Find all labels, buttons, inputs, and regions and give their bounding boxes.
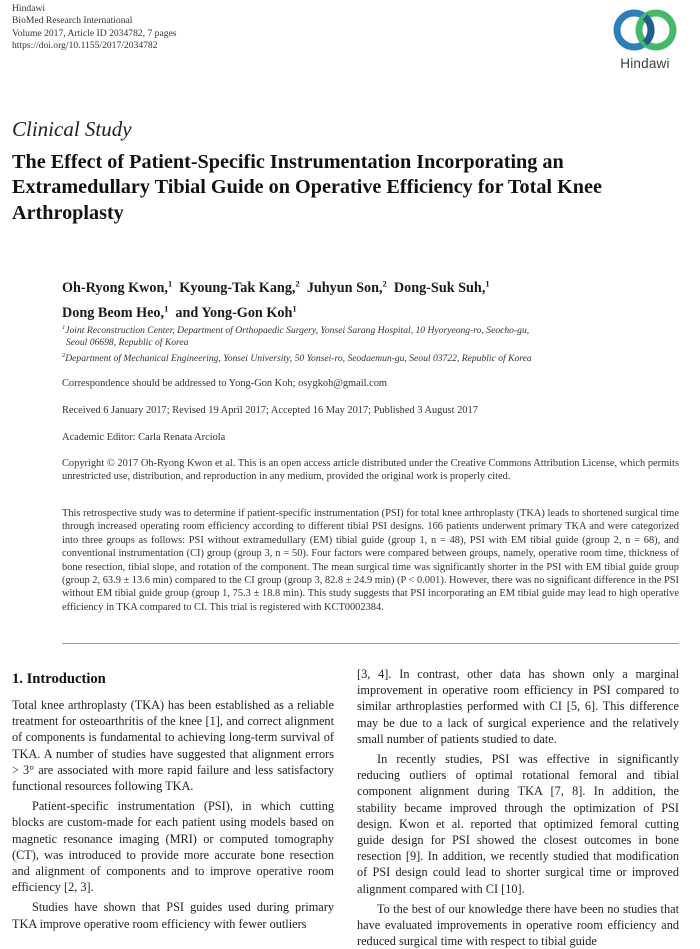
- body-column-left: [12, 697, 334, 932]
- paragraph: In recently studies, PSI was effective in significantly reducing outliers of optimal rotational femoral and tibial component alignment during TKA [7, 8]. In addition, the stability became improved through the optimization of PSI design. Kwon et al. reported that optimized femoral cutting guide design for PSI showed the closest outcomes in bone resection [9]. In addition, we recently studied that modification of PSI design could lead to shorter surgical time or improved alignment compared with CI [10].: [357, 752, 679, 896]
- author[interactable]: and Yong-Gon Koh$^1$: [175, 303, 297, 322]
- affiliation-1: $^1$Joint Reconstruction Center, Department of Orthopaedic Surgery, Yonsei Sarang Hospital, 10 Hyoryeong-ro, Seocho-gu,: [62, 324, 530, 337]
- logo-wordmark: Hindawi: [620, 56, 670, 71]
- correspondence: Correspondence should be addressed to Yong-Gon Koh; osygkoh@gmail.com: [62, 378, 388, 389]
- section-heading: 1. Introduction: [12, 671, 106, 687]
- author[interactable]: Dong Beom Heo,$^1$: [62, 303, 169, 322]
- doi-link[interactable]: https://doi.org/10.1155/2017/2034782: [12, 40, 158, 52]
- volume-info: Volume 2017, Article ID 2034782, 7 pages: [12, 27, 177, 39]
- journal-name: BioMed Research International: [12, 15, 133, 27]
- publication-dates: Received 6 January 2017; Revised 19 April 2017; Accepted 16 May 2017; Published 3 August 2017: [62, 405, 478, 416]
- body-column-right: [357, 666, 679, 949]
- paragraph: Studies have shown that PSI guides used during primary TKA improve operative room efficiency with fewer outliers: [12, 900, 334, 931]
- paragraph: [3, 4]. In contrast, other data has shown only a marginal improvement in operative room efficiency in PSI compared to similar arthroplasties performed with CI [5, 6]. This difference may be due to a lack of surgical experience and the relatively small number of patients studied to date.: [357, 667, 679, 746]
- paragraph: Total knee arthroplasty (TKA) has been established as a reliable treatment for osteoarthritis of the knee [1], and correct alignment of components is fundamental to achieving long-term survival of TKA. A number of studies have suggested that alignment errors > 3° are associated with more rapid failure and less satisfactory functional resources following TKA.: [12, 698, 334, 794]
- journal-header: [12, 3, 177, 53]
- affiliation-1-cont: Seoul 06698, Republic of Korea: [66, 337, 189, 349]
- publisher-name: Hindawi: [12, 3, 46, 14]
- author[interactable]: Juhyun Son,$^2$: [306, 278, 387, 296]
- author[interactable]: Kyoung-Tak Kang,$^2$: [179, 278, 300, 296]
- affiliations: [62, 322, 652, 365]
- article-title: The Effect of Patient-Specific Instrumentation Incorporating an Extramedullary Tibial Guide on Operative Efficiency for Total Knee Arthroplasty: [12, 151, 602, 224]
- hindawi-logo[interactable]: [606, 4, 684, 71]
- author[interactable]: Dong-Suk Suh,$^1$: [393, 278, 490, 296]
- paragraph: To the best of our knowledge there have been no studies that have evaluated improvements in operative room efficiency and reduced surgical time with respect to tibial guide: [357, 901, 679, 949]
- academic-editor: Academic Editor: Carla Renata Arciola: [62, 432, 226, 443]
- author-list: [62, 273, 662, 324]
- paragraph: Patient-specific instrumentation (PSI), in which cutting blocks are custom-made for each patient using models based on magnetic resonance imaging (MRI) or computed tomography (CT), was introduced to provide more accurate bone resection and alignment of components and to improve operative room efficiency [2, 3].: [12, 799, 334, 895]
- author[interactable]: Oh-Ryong Kwon,$^1$: [62, 278, 173, 296]
- article-type: Clinical Study: [12, 117, 132, 141]
- copyright-notice: Copyright © 2017 Oh-Ryong Kwon et al. This is an open access article distributed under the Creative Commons Attribution License, which permits unrestricted use, distribution, and reproduction in any medium, provided the original work is properly cited.: [62, 458, 679, 483]
- hindawi-logo-icon: [612, 4, 678, 56]
- abstract: This retrospective study was to determine if patient-specific instrumentation (PSI) for total knee arthroplasty (TKA) leads to shortened surgical time through increased operating room efficiency according to different tibial PSI designs. 166 patients underwent primary TKA and were categorized into three groups as follows: PSI without extramedullary (EM) tibial guide (group 1, n = 48), PSI with EM tibial guide (group 2, n = 68), and conventional instrumentation (CI) group (group 3, n = 50). Four factors were compared between groups, namely, operative room time, thickness of bone resection, tibial slope, and rotation of the component. The mean surgical time was significantly shorter in the PSI with EM tibial guide group (group 2, 63.9 ± 13.6 min) compared to the CI group (group 3, 82.8 ± 24.9 min) (P < 0.001). However, there was no significant difference in the PSI without EM tibial guide group (group 1, 75.3 ± 18.8 min). This study suggests that PSI incorporating an EM tibial guide may lead to high operative efficiency in TKA compared to CI. This trial is registered with KCT0002384.: [62, 508, 679, 613]
- section-divider: [62, 643, 679, 644]
- affiliation-2: $^2$Department of Mechanical Engineering, Yonsei University, 50 Yonsei-ro, Seodaemun-gu, Seoul 03722, Republic of Korea: [62, 351, 532, 364]
